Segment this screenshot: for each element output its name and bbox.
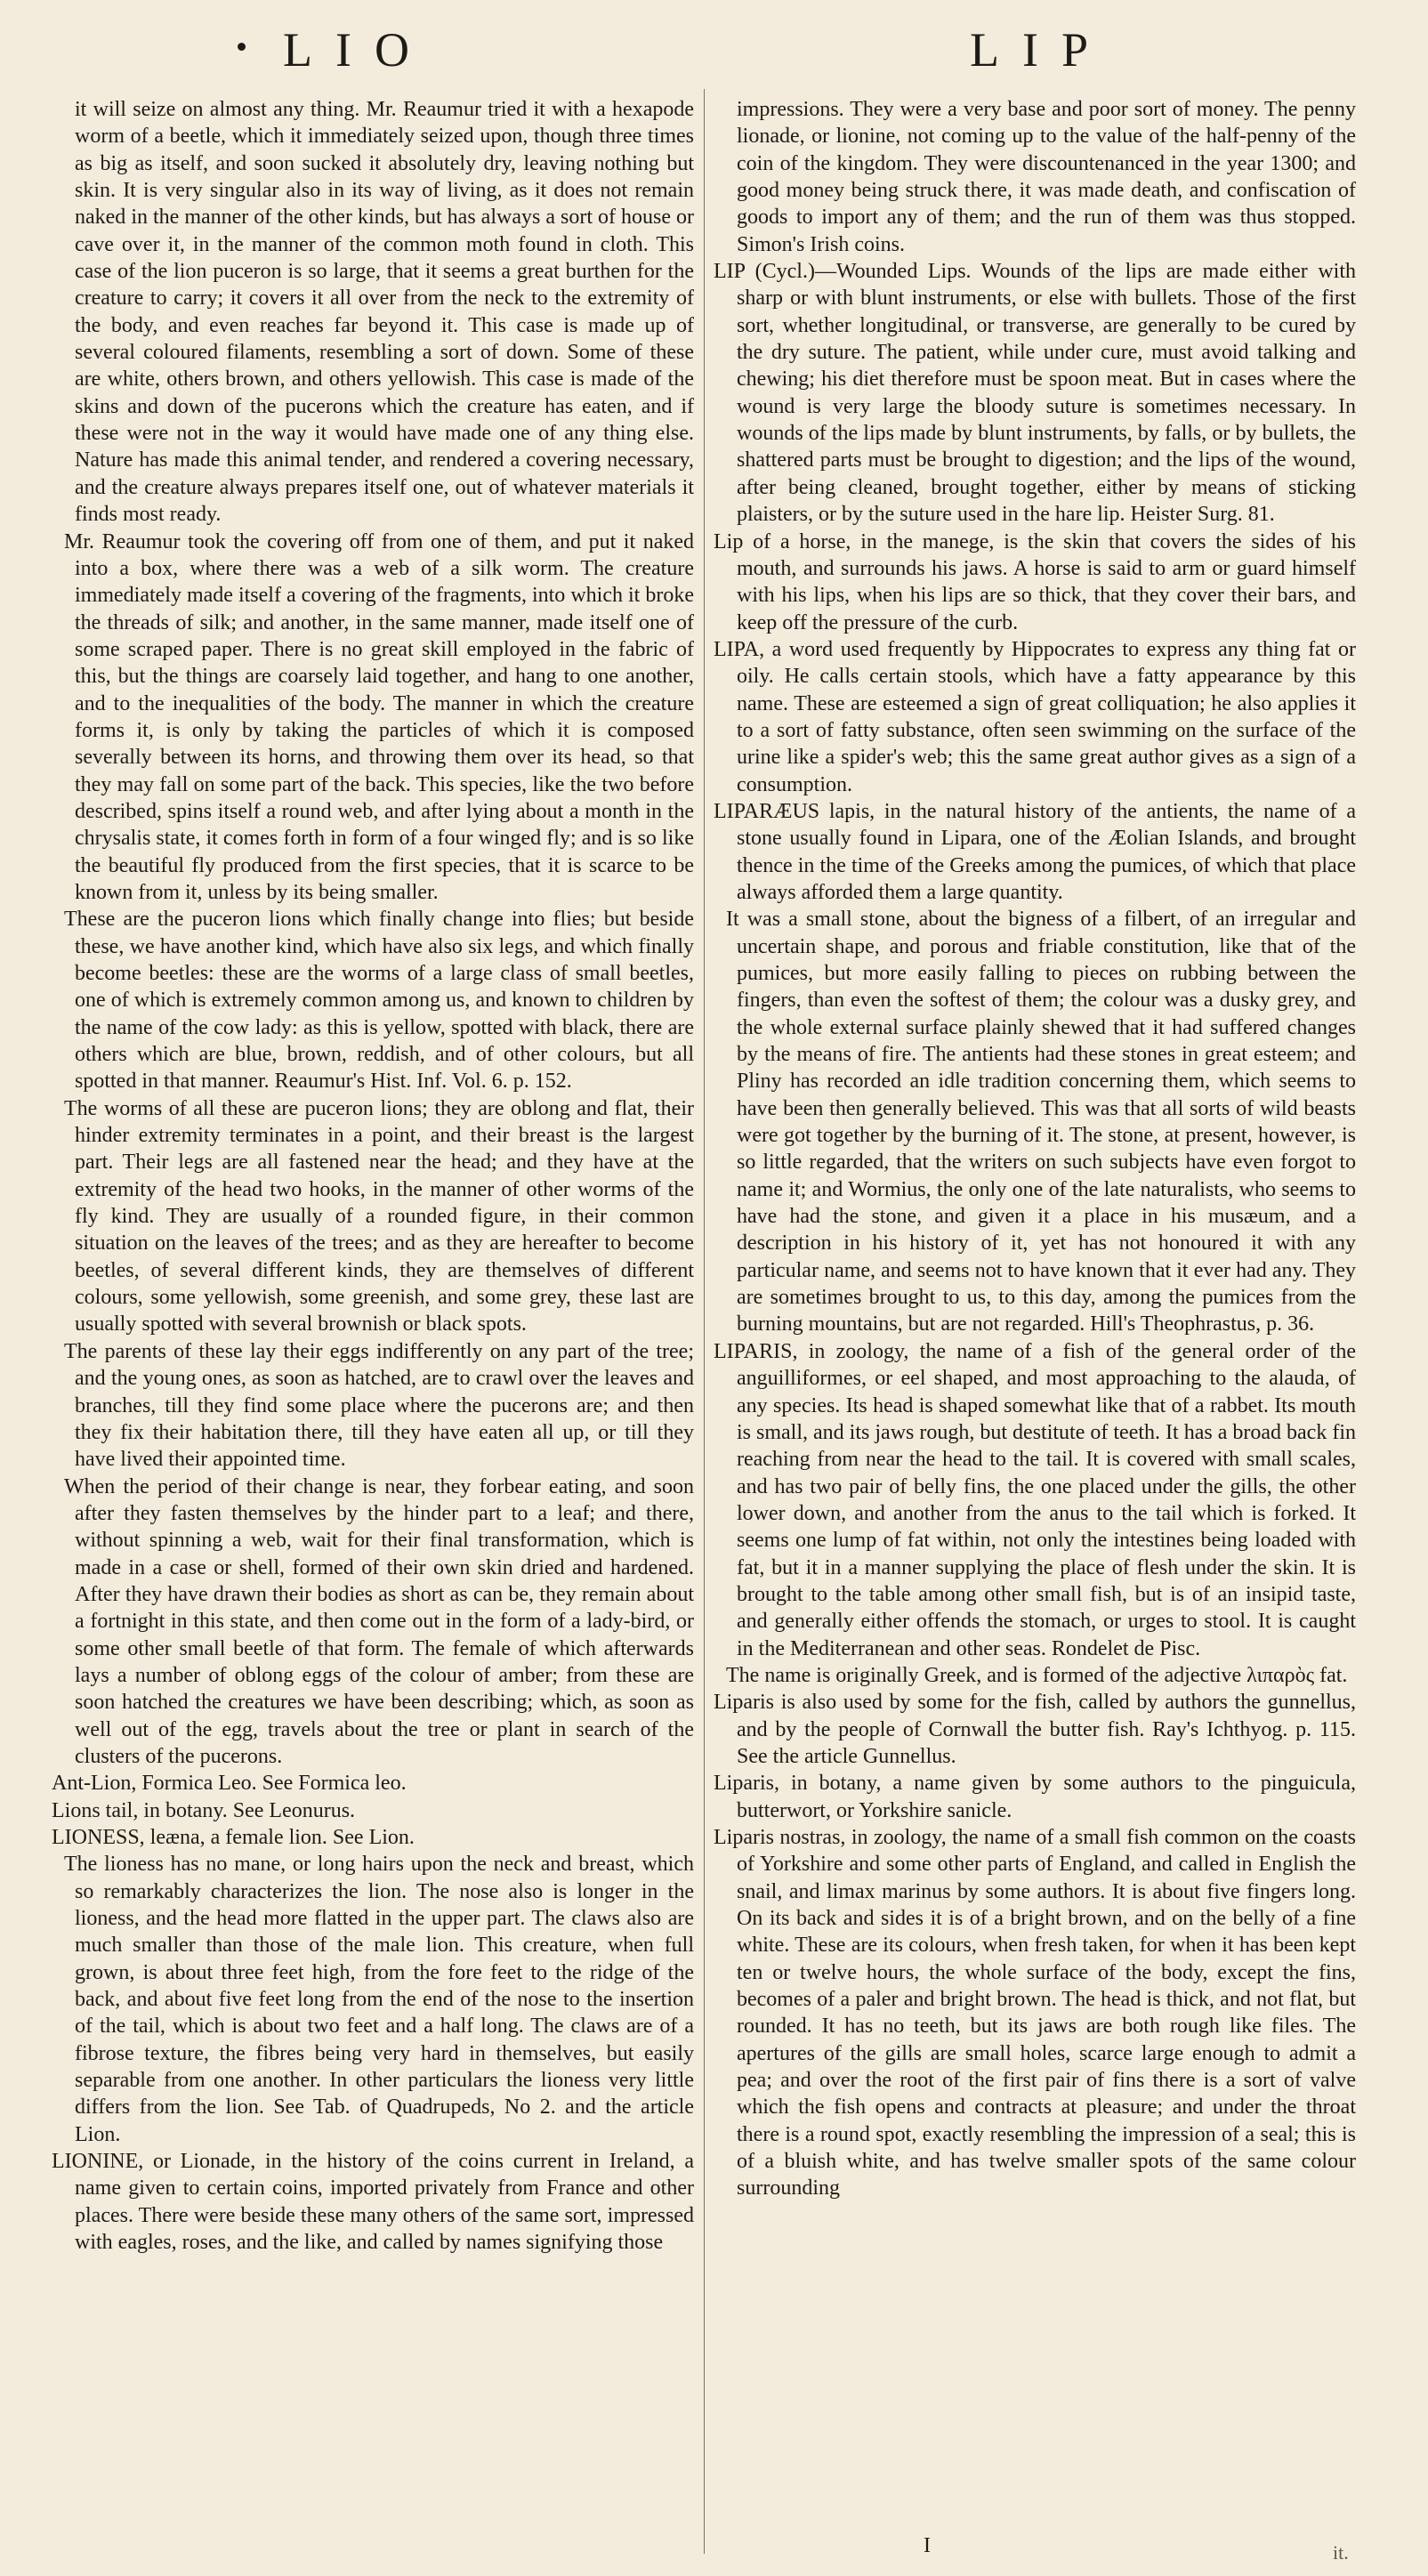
left-column-paragraph: Ant-Lion, Formica Leo. See Formica leo. (52, 1772, 407, 1796)
left-column-paragraph: it will seize on almost any thing. Mr. Reaumur tried it with a hexapode worm of a beetle, which it immediately seized upon, though three times as big as itself, and soon sucked it absolutely dry, leaving nothing but skin. It is very singular also in its way of living, as it does not remain naked in the manner of the other kinds, but has always a sort of house or cave over it, in the manner of the common moth found in cloth. This case of the lion puceron is so large, that it seems a great burthen for the creature to carry; it covers it all over from the neck to the extremity of the body, and even reaches far beyond it. This case is made up of several coloured filaments, resembling a sort of down. Some of these are white, others brown, and others yellowish. This case is made of the skins and down of the pucerons which the creature has eaten, and if these were not in the way it would have made one of any thing else. Nature has made this animal tender, and rendered a covering necessary, and the creature always prepares itself one, out of whatever materials it finds most ready. (75, 98, 694, 527)
left-column-paragraph: Mr. Reaumur took the covering off from one of them, and put it naked into a box, where there was a web of a silk worm. The creature immediately made itself a covering of the fragments, into which it broke the threads of silk; and another, in the same manner, made itself one of some scraped paper. There is no great skill employed in the fabric of this, but the things are coarsely laid together, and hang to one another, and to the inequalities of the body. The manner in which the creature forms it, is only by taking the particles of which it is composed severally between its horns, and throwing them over its head, so that they may fall on some part of the back. This species, like the two before described, spins itself a round web, and after lying about a month in the chrysalis state, it comes forth in form of a four winged fly; and is so like the beautiful fly produced from the first species, that it is scarce to be known from it, unless by its being smaller. (64, 529, 694, 904)
right-column-paragraph: Lip of a horse, in the manege, is the skin that covers the sides of his mouth, and surrounds his jaws. A horse is said to arm or guard himself with his lips, when his lips are so thick, that they cover their bars, and keep off the pressure of the curb. (714, 529, 1356, 634)
right-column-paragraph: It was a small stone, about the bigness of a filbert, of an irregular and uncertain shape, and porous and friable constitution, like that of the pumices, but more easily falling to pieces on rubbing between the fingers, than even the softest of them; the colour was a dusky grey, and the whole external surface plainly shewed that it had suffered changes by the means of fire. The antients had these stones in great esteem; and Pliny has recorded an idle tradition concerning them, which seems to have been then generally believed. This was that all sorts of wild beasts were got together by the burning of it. The stone, at present, however, is so little regarded, that the writers on such subjects have even forgot to name it; and Wormius, the only one of the late naturalists, who seems to have had the stone, and given it a place in his musæum, and a description in his history of it, yet has not honoured it with any particular name, and seems not to have known that it ever had any. They are sometimes brought to us, to this day, among the pumices from the burning mountains, but are not regarded. Hill's Theophrastus, p. 36. (726, 908, 1356, 1336)
catchword: it. (1333, 2541, 1349, 2564)
running-head-right: LIP (970, 23, 1111, 77)
right-column-paragraph: LIP (Cycl.)—Wounded Lips. Wounds of the lips are made either with sharp or with blunt instruments, or else with bullets. Those of the first sort, whether longitudinal, or transverse, are generally to be cured by the dry suture. The patient, while under cure, must avoid talking and chewing; his diet therefore must be spoon meat. But in cases where the wound is very large the bloody suture is sometimes necessary. In wounds of the lips made by blunt instruments, by falls, or by bullets, the shattered parts must be brought to digestion; and the lips of the wound, after being cleaned, brought together, either by means of sticking plaisters, or by the suture used in the hare lip. Heister Surg. 81. (714, 260, 1356, 527)
left-column-paragraph: LIONINE, or Lionade, in the history of the coins current in Ireland, a name given to certain coins, imported privately from France and other places. There were beside these many others of the same sort, impressed with eagles, roses, and the like, and called by names signifying those (52, 2150, 694, 2255)
right-column-paragraph: LIPARIS, in zoology, the name of a fish of the general order of the anguilliformes, or eel shaped, and most approaching to the alauda, of any species. Its head is shaped somewhat like that of a rabbet. Its mouth is small, and its jaws rough, but destitute of teeth. It has a broad back fin reaching from near the head to the tail. It is covered with small scales, and has two pair of belly fins, the one placed under the gills, the other lower down, and another from the anus to the tail which is forked. It seems one lump of fat within, not only the intestines being loaded with fat, but it in a manner supplying the place of flesh under the skin. It is brought to the table among other small fish, but is of an insipid taste, and generally either offends the stomach, or urges to stool. It is caught in the Mediterranean and other seas. Rondelet de Pisc. (714, 1339, 1356, 1660)
left-column-paragraph: LIONESS, leæna, a female lion. See Lion. (52, 1826, 415, 1849)
right-column-paragraph: LIPA, a word used frequently by Hippocrates to express any thing fat or oily. He calls certain stools, which have a fatty appearance by this name. These are esteemed a sign of great colliquation; he also applies it to a sort of fatty substance, often seen swimming on the surface of the urine like a spider's web; this the same great author gives as a sign of a consumption. (714, 637, 1356, 796)
right-column (714, 96, 1356, 2552)
right-column-paragraph: LIPARÆUS lapis, in the natural history of the antients, the name of a stone usually found in Lipara, one of the Æolian Islands, and brought thence in the time of the Greeks among the pumices, of which that place always afforded them a large quantity. (714, 799, 1356, 904)
left-column-paragraph: The parents of these lay their eggs indifferently on any part of the tree; and the young ones, as soon as hatched, are to crawl over the leaves and branches, till they find some place where the pucerons are; and then they fix their habitation there, till they have eaten all up, or till they have lived their appointed time. (64, 1339, 694, 1472)
left-column-paragraph: Lions tail, in botany. See Leonurus. (52, 1798, 356, 1822)
left-column-paragraph: These are the puceron lions which finally change into flies; but beside these, we have another kind, which have also six legs, and which finally become beetles: these are the worms of a large class of small beetles, one of which is extremely common among us, and known to children by the name of the cow lady: as this is yellow, spotted with black, there are others which are blue, brown, reddish, and of other colours, but all spotted in that manner. Reaumur's Hist. Inf. Vol. 6. p. 152. (64, 908, 694, 1094)
right-column-paragraph: impressions. They were a very base and poor sort of money. The penny lionade, or lionine, not coming up to the value of the half-penny of the coin of the kingdom. They were discountenanced in the year 1300; and good money being struck there, it was made death, and confiscation of goods to import any of them; and the run of them was thus stopped. Simon's Irish coins. (737, 98, 1356, 256)
right-column-paragraph: Liparis, in botany, a name given by some authors to the pinguicula, butterwort, or Yorkshire sanicle. (714, 1772, 1356, 1822)
right-column-paragraph: Liparis nostras, in zoology, the name of a small fish common on the coasts of Yorkshire and some other parts of England, and called in English the snail, and limax marinus by some authors. It is about five fingers long. On its back and sides it is of a bright brown, and on the belly of a fine white. These are its colours, when fresh taken, for when it has been kept ten or twelve hours, the whole surface of the body, except the fins, becomes of a paler and bright brown. The head is thick, and not flat, but rounded. It has no teeth, but its jaws are both rough like files. The apertures of the gills are small holes, scarce large enough to admit a pea; and over the root of the first pair of fins there is a sort of valve which the fish opens and contracts at pleasure; and under the throat there is a round spot, exactly resembling the impression of a seal; this is of a bluish white, and has twelve smaller spots of the same colour surrounding (714, 1826, 1356, 2201)
right-column-paragraph: Liparis is also used by some for the fish, called by authors the gunnellus, and by the people of Cornwall the butter fish. Ray's Ichthyog. p. 115. See the article Gunnellus. (714, 1691, 1356, 1768)
left-column-paragraph: The worms of all these are puceron lions; they are oblong and flat, their hinder extremity terminates in a point, and their breast is the largest part. Their legs are all fastened near the head; and they have at the extremity of the head two hooks, in the manner of other worms of the fly kind. They are usually of a rounded figure, in their common situation on the leaves of the trees; and as they are hereafter to become beetles, of several different kinds, they are themselves of different colours, some yellowish, some greenish, and some grey, these last are usually spotted with several brownish or black spots. (64, 1096, 694, 1336)
column-rule (704, 89, 705, 2554)
left-column-paragraph: The lioness has no mane, or long hairs upon the neck and breast, which so remarkably characterizes the lion. The nose also is longer in the lioness, and the head more flatted in the upper part. The claws also are much smaller than those of the male lion. This creature, when full grown, is about three feet high, from the fore feet to the ridge of the back, and about five feet long from the end of the nose to the insertion of the tail, which is about two feet and a half long. The claws are of a fibrose texture, the fibres being very hard in themselves, but easily separable from one another. In other particulars the lioness very little differs from the lion. See Tab. of Quadrupeds, No 2. and the article Lion. (64, 1853, 694, 2146)
header-dot-ornament (238, 43, 246, 51)
left-column (52, 96, 694, 2552)
right-column-paragraph: The name is originally Greek, and is formed of the adjective λιπαρὸς fat. (726, 1663, 1348, 1687)
left-column-paragraph: When the period of their change is near, they forbear eating, and soon after they fasten themselves by the hinder part to a leaf; and there, without spinning a web, wait for their final transformation, which is made in a case or shell, formed of their own skin dried and hardened. After they have drawn their bodies as short as can be, they remain about a fortnight in this state, and then come out in the form of a lady-bird, or some other small beetle of that form. The female of which afterwards lays a number of oblong eggs of the colour of amber; from these are soon hatched the creatures we have been describing; which, as soon as well out of the egg, travels about the tree or plant in search of the clusters of the pucerons. (64, 1474, 694, 1768)
signature-mark: I (924, 2534, 931, 2557)
running-head-left: LIO (283, 23, 432, 77)
